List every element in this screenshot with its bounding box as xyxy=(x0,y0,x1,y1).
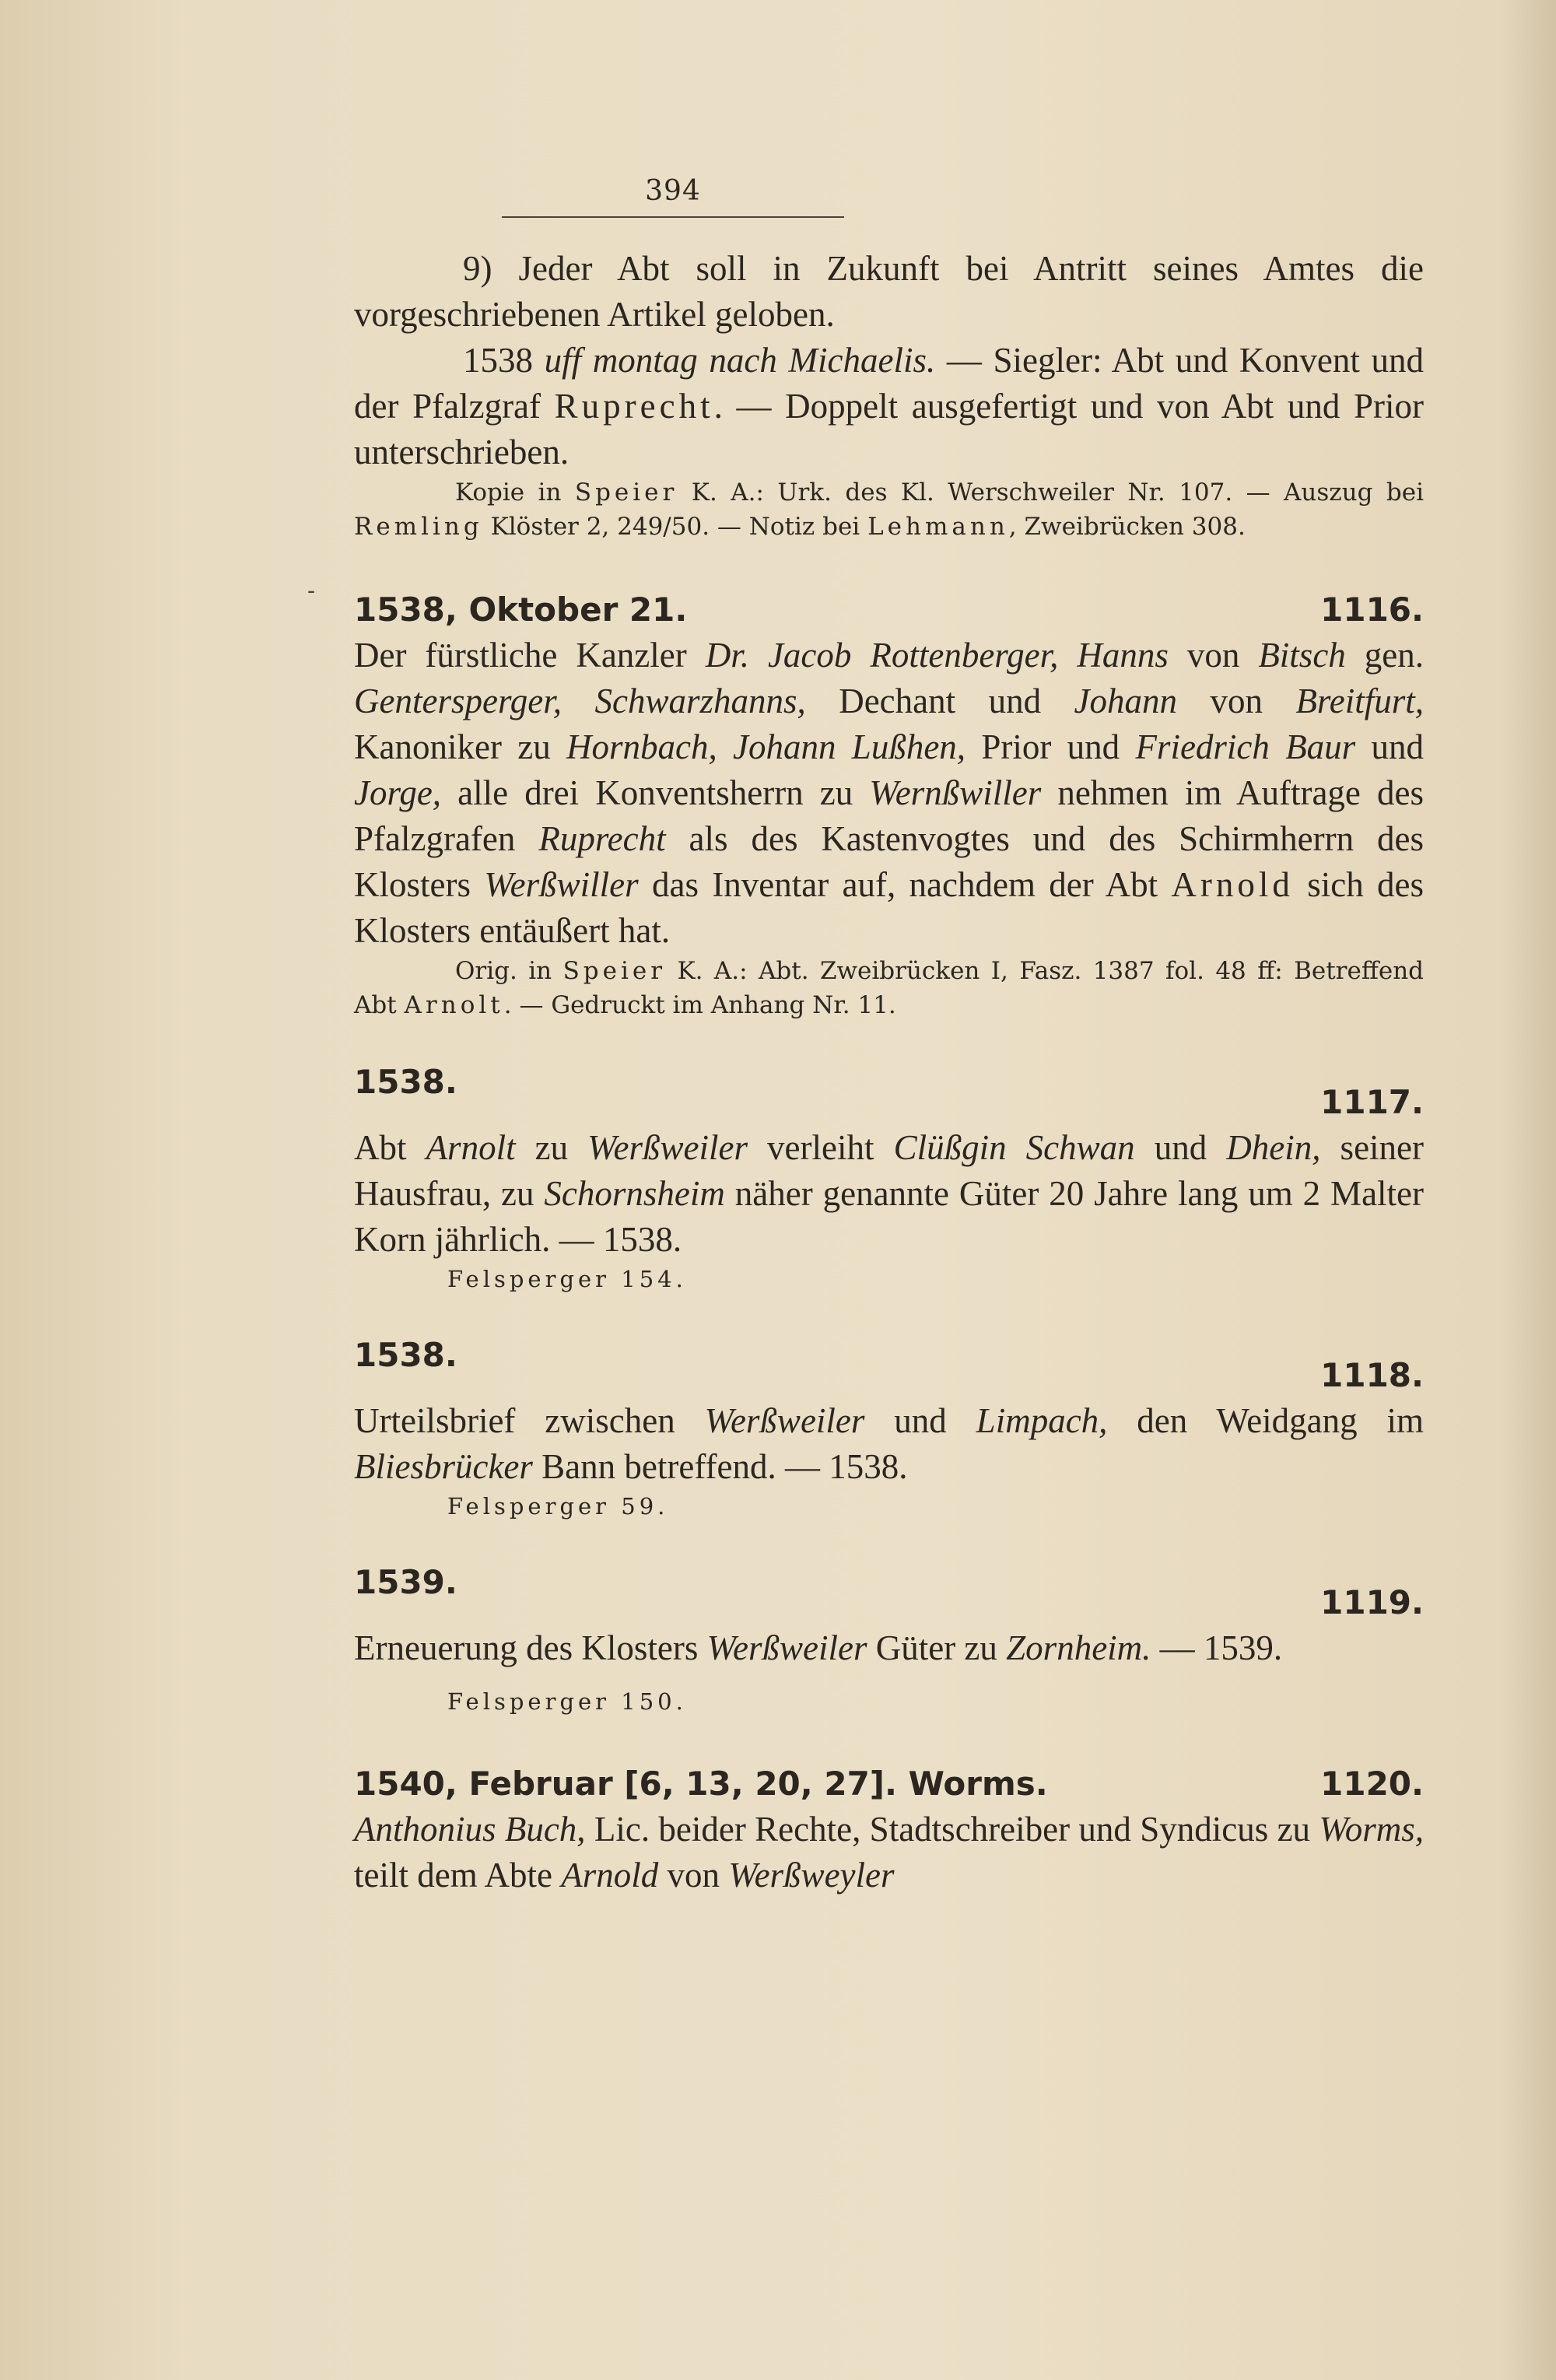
note-text: Klöster 2, 249/50. — Notiz bei xyxy=(482,513,868,541)
entry-header xyxy=(354,1560,1424,1625)
name: Werßwiller xyxy=(484,865,639,904)
text: und xyxy=(1355,727,1424,766)
name: Werßweiler xyxy=(587,1128,748,1167)
intro-continuation xyxy=(354,246,1424,544)
text: von xyxy=(658,1856,729,1895)
text: Prior und xyxy=(965,727,1136,766)
text: sich des Klosters entäußert hat. xyxy=(354,865,1424,950)
entry-number: 1116. xyxy=(1320,591,1424,629)
entry-header xyxy=(354,581,1424,633)
intro-note xyxy=(354,475,1424,544)
name: Hornbach, Johann Lußhen, xyxy=(566,727,966,766)
name: Werßweyler xyxy=(728,1856,895,1895)
entry-number: 1120. xyxy=(1320,1765,1424,1803)
text: verleiht xyxy=(748,1128,894,1167)
intro-ruprecht: Ruprecht xyxy=(554,387,714,426)
intro-date-paragraph xyxy=(354,338,1424,475)
text: zu xyxy=(515,1128,588,1167)
text: Erneuerung des Klosters xyxy=(354,1628,707,1667)
page-edge-shadow xyxy=(1502,0,1556,2380)
entry-header xyxy=(354,1755,1424,1807)
text: Abt xyxy=(354,1128,426,1167)
text: Dechant und xyxy=(805,682,1074,720)
text: teilt dem Abte xyxy=(354,1856,562,1895)
name: Arnold xyxy=(561,1856,659,1895)
entry-1117 xyxy=(354,1060,1424,1295)
entry-1119 xyxy=(354,1560,1424,1718)
text: als des Kastenvogtes und des Schirmherrn des Klosters xyxy=(354,819,1424,904)
name: Bliesbrücker xyxy=(354,1447,533,1486)
note-text: Kopie in xyxy=(455,478,575,506)
name: Breitfurt, xyxy=(1295,682,1425,720)
intro-article: 9) Jeder Abt soll in Zukunft bei Antritt seines Amtes die vorgeschriebenen Artikel geloben. xyxy=(354,249,1424,334)
text: — 1539. xyxy=(1151,1628,1283,1667)
text: von xyxy=(1168,636,1259,675)
text: seiner Hausfrau, zu xyxy=(354,1128,1425,1213)
text: Güter zu xyxy=(867,1628,1007,1667)
name: Limpach, xyxy=(976,1401,1108,1440)
text: näher genannte Güter 20 Jahre lang um 2 Malter Korn jährlich. — 1538. xyxy=(354,1174,1425,1259)
name: Dr. Jacob Rottenberger, Hanns xyxy=(705,636,1169,675)
note-name: Arnolt xyxy=(404,991,504,1019)
text: nehmen im Auftrage des Pfalzgrafen xyxy=(354,773,1424,858)
entry-date: 1540, Februar [6, 13, 20, 27]. Worms. xyxy=(354,1765,1048,1803)
name: Worms, xyxy=(1319,1810,1425,1849)
note-text: K. A.: Urk. des Kl. Werschweiler Nr. 107. — Auszug bei xyxy=(678,478,1424,506)
entry-number: 1118. xyxy=(1320,1356,1424,1394)
name: Bitsch xyxy=(1258,636,1346,675)
entry-text xyxy=(354,1625,1424,1671)
note-author: Lehmann xyxy=(867,513,1009,541)
entry-1118 xyxy=(354,1333,1424,1523)
name: Werßweiler xyxy=(704,1401,865,1440)
name: Wernßwiller xyxy=(869,773,1042,812)
page-content xyxy=(354,175,1424,1898)
note-text: , Zweibrücken 308. xyxy=(1008,513,1246,541)
entry-date: 1539. xyxy=(354,1563,457,1601)
note-place: Speier xyxy=(562,957,667,985)
name: Werßweiler xyxy=(706,1628,867,1667)
intro-rest: — Siegler: Abt und Konvent und der Pfalzgraf xyxy=(354,341,1424,426)
page-number: 394 xyxy=(502,175,844,218)
intro-rest2: . — Doppelt ausgefertigt und von Abt und Prior unterschrieben. xyxy=(354,387,1424,471)
name: Zornheim. xyxy=(1006,1628,1151,1667)
entry-source: Felsperger 150. xyxy=(447,1688,687,1715)
note-text: . — Gedruckt im Anhang Nr. 11. xyxy=(503,991,896,1019)
name: Jorge, xyxy=(354,773,442,812)
entry-date: 1538. xyxy=(354,1336,457,1374)
entry-1120 xyxy=(354,1755,1424,1898)
entry-header xyxy=(354,1333,1424,1398)
entry-header xyxy=(354,1060,1424,1125)
name: Clüßgin Schwan xyxy=(893,1128,1135,1167)
entry-text xyxy=(354,1398,1424,1490)
name: Johann xyxy=(1074,682,1178,720)
text: Lic. beider Rechte, Stadtschreiber und Syndicus zu xyxy=(585,1810,1319,1849)
name: Schornsheim xyxy=(544,1174,725,1213)
intro-date-italic: uff montag nach Michaelis. xyxy=(544,341,936,380)
entry-date: 1538, Oktober 21. xyxy=(354,591,688,629)
name: Ruprecht xyxy=(538,819,666,858)
text: Urteilsbrief zwischen xyxy=(354,1401,705,1440)
text: gen. xyxy=(1345,636,1424,675)
note-text: K. A.: Abt. Zweibrücken I, Fasz. 1387 fol. 48 ff: Betreffend Abt xyxy=(354,957,1425,1019)
text: Der fürstliche Kanzler xyxy=(354,636,706,675)
entry-note xyxy=(354,954,1424,1022)
entry-number: 1119. xyxy=(1320,1583,1424,1621)
text: Kanoniker zu xyxy=(354,727,566,766)
entry-source: Felsperger 59. xyxy=(447,1493,669,1519)
entry-date: 1538. xyxy=(354,1063,457,1101)
name: Gentersperger, Schwarzhanns, xyxy=(354,682,806,720)
text: den Weidgang im xyxy=(1107,1401,1425,1440)
name-spaced: Arnold xyxy=(1171,865,1294,904)
name: Dhein, xyxy=(1226,1128,1321,1167)
entry-number: 1117. xyxy=(1320,1083,1424,1121)
entry-text xyxy=(354,1125,1424,1263)
margin-mark: - xyxy=(307,577,316,605)
text: von xyxy=(1177,682,1296,720)
text: das Inventar auf, nachdem der Abt xyxy=(638,865,1172,904)
note-text: Orig. in xyxy=(455,957,563,985)
text: alle drei Konventsherrn zu xyxy=(441,773,870,812)
entry-source: Felsperger 154. xyxy=(447,1266,687,1292)
text: Bann betreffend. — 1538. xyxy=(532,1447,908,1486)
text: und xyxy=(864,1401,976,1440)
note-place: Speier xyxy=(574,478,678,506)
entry-1116 xyxy=(354,581,1424,1022)
entry-text xyxy=(354,633,1424,954)
name: Anthonius Buch, xyxy=(354,1810,586,1849)
intro-date-plain: 1538 xyxy=(463,341,545,380)
name: Friedrich Baur xyxy=(1135,727,1356,766)
name: Arnolt xyxy=(426,1128,516,1167)
text: und xyxy=(1134,1128,1227,1167)
entry-text xyxy=(354,1807,1424,1898)
note-author: Remling xyxy=(354,513,483,541)
